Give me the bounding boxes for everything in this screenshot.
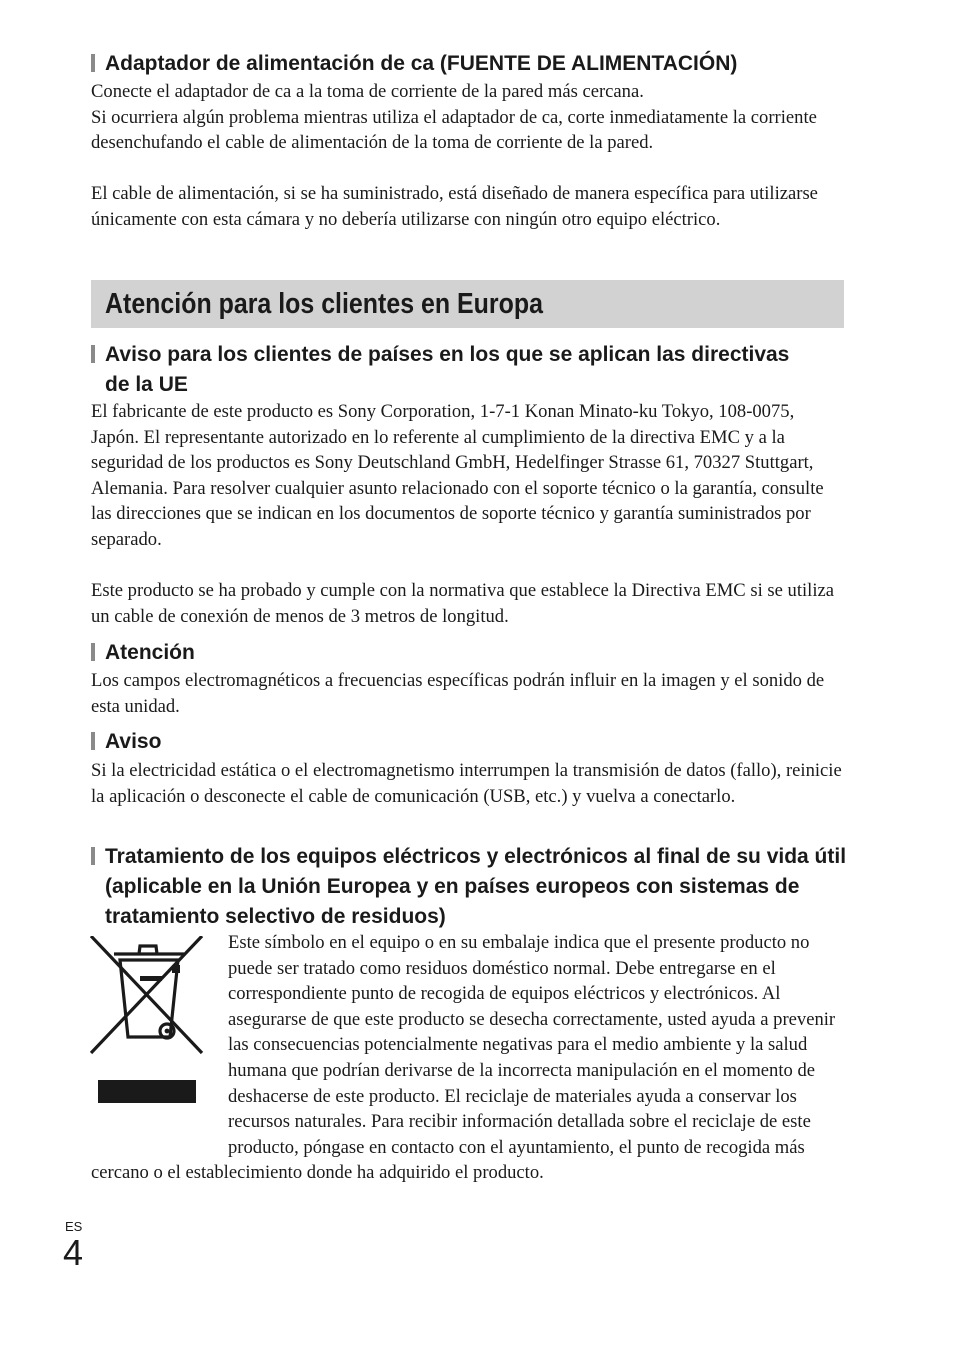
adapter-paragraph-1: Conecte el adaptador de ca a la toma de corriente de la pared más cercana. Si ocurriera algún problema mientras utiliza el adaptador de ca, corte inmediatamente la corriente desenchufando el cable de alimentación de la toma de corriente de la pared. <box>91 81 817 154</box>
crossed-out-wheelie-bin-icon <box>90 936 206 1104</box>
eu-notice-paragraph-1: El fabricante de este producto es Sony Corporation, 1-7-1 Konan Minato-ku Tokyo, 108-0075, Japón. El representante autorizado en lo referente al cumplimiento de la directiva EMC y a la seguridad de los productos es Sony Deutschland GmbH, Hedelfinger Strasse 61, 70327 Stuttgart, Alemania. Para resolver cualquier asunto relacionado con el soporte técnico o la garantía, consulte las direcciones que se indican en los documentos de soporte técnico y garantía suministrados por separado. <box>91 401 824 550</box>
adapter-heading: Adaptador de alimentación de ca (FUENTE DE ALIMENTACIÓN) <box>91 49 851 79</box>
page-number: 4 <box>63 1232 84 1273</box>
heading-marker <box>91 847 95 865</box>
eu-notice-paragraph-2: Este producto se ha probado y cumple con la normativa que establece la Directiva EMC si se utiliza un cable de conexión de menos de 3 metros de longitud. <box>91 580 834 627</box>
adapter-paragraph-2: El cable de alimentación, si se ha suministrado, está diseñado de manera específica para utilizarse únicamente con esta cámara y no debería utilizarse con ningún otro equipo eléctrico. <box>91 183 818 230</box>
weee-paragraph: Este símbolo en el equipo o en su embalaje indica que el presente producto no puede ser tratado como residuos doméstico normal. Debe entregarse en el correspondiente punto de recogida de equipos eléctricos y electrónicos. Al asegurarse de que este producto se desecha correctamente, usted ayuda a prevenir las consecuencias potencialmente negativas para el medio ambiente y la salud humana que podrían derivarse de la incorrecta manipulación en el momento de deshacerse de este producto. El reciclaje de materiales ayuda a conservar los recursos naturales. Para recibir información detallada sobre el reciclaje de este producto, póngase en contacto con el ayuntamiento, el punto de recogida más cercano o el establecimiento donde ha adquirido el producto. <box>91 932 836 1184</box>
heading-marker <box>91 345 95 363</box>
attention-paragraph: Los campos electromagnéticos a frecuencias específicas podrán influir en la imagen y el sonido de esta unidad. <box>91 670 825 717</box>
heading-marker <box>91 54 95 72</box>
heading-marker <box>91 643 95 661</box>
notice-heading: Aviso <box>91 727 391 757</box>
section-title: Atención para los clientes en Europa <box>105 288 543 320</box>
language-code: ES <box>65 1219 83 1234</box>
notice-paragraph: Si la electricidad estática o el electromagnetismo interrumpen la transmisión de datos (fallo), reinicie la aplicación o desconecte el cable de comunicación (USB, etc.) y vuelva a conectarlo. <box>91 760 842 807</box>
weee-heading: Tratamiento de los equipos eléctricos y electrónicos al final de su vida útil (aplicable en la Unión Europea y en países europeos con sistemas de tratamiento selectivo de residuos) <box>91 842 851 932</box>
section-banner <box>91 280 844 328</box>
eu-notice-heading: Aviso para los clientes de países en los que se aplican las directivas de la UE <box>91 340 811 400</box>
attention-heading: Atención <box>91 638 391 668</box>
heading-marker <box>91 732 95 750</box>
